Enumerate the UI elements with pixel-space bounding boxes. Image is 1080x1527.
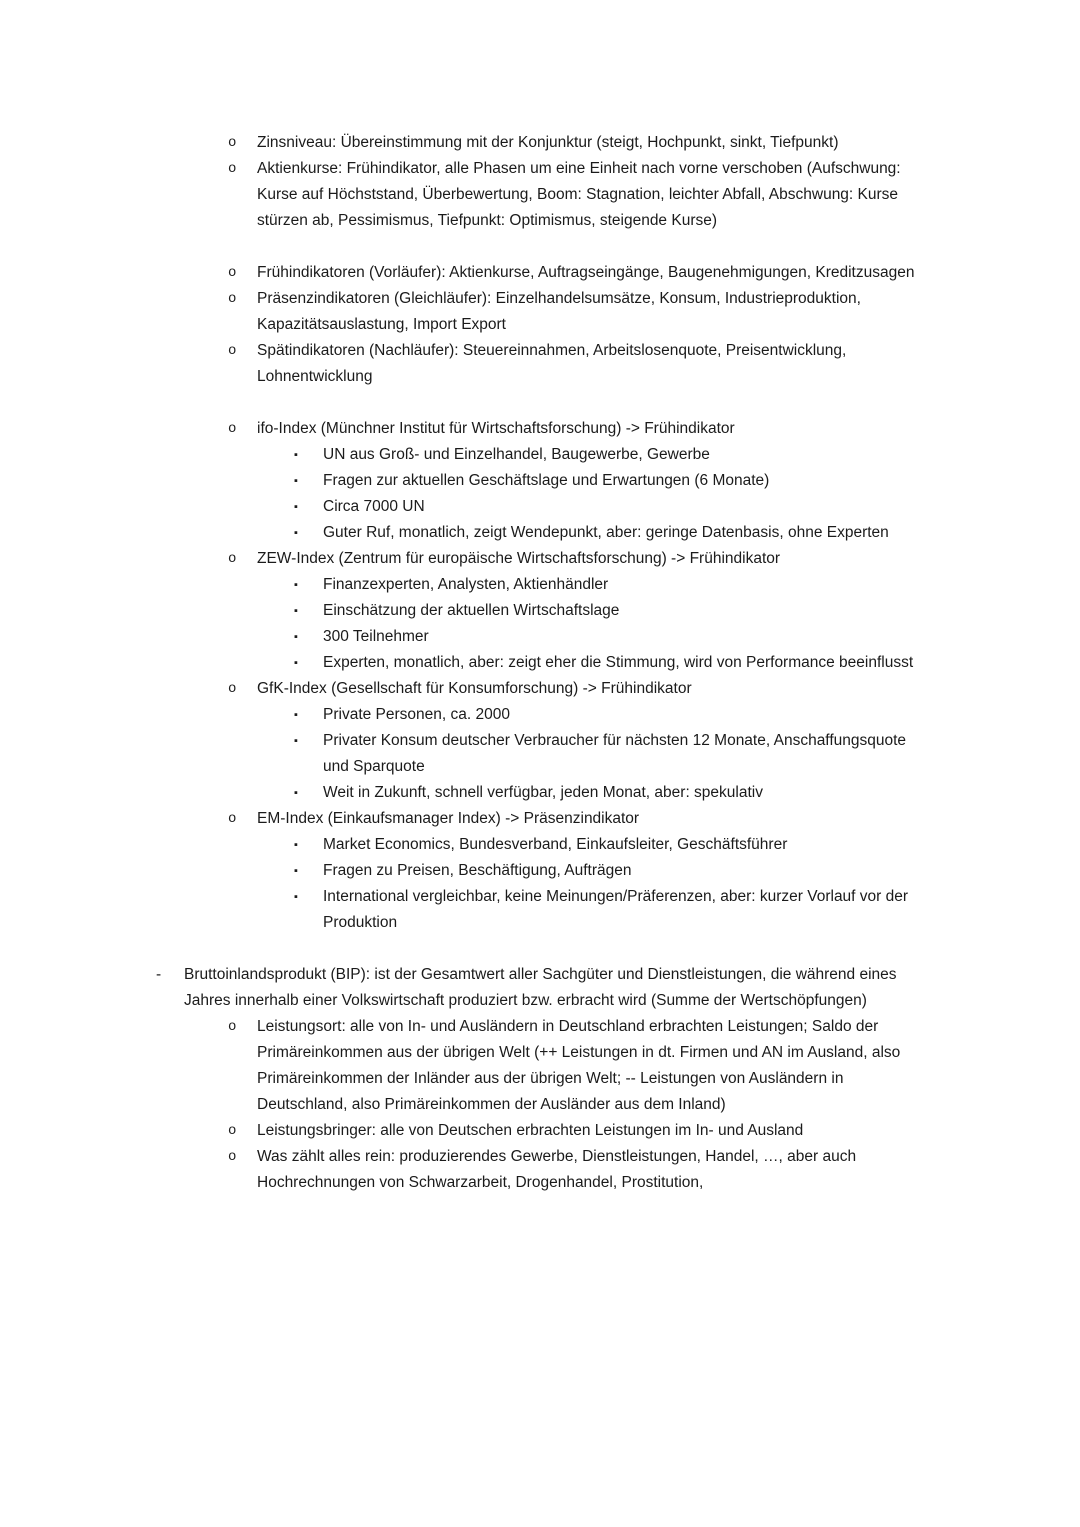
list-item-text: Aktienkurse: Frühindikator, alle Phasen um eine Einheit nach vorne verschoben (Aufschwung: Kurse auf Höchststand, Überbewertung, Boom: Stagnation, leichter Abfall, Abschwung: Kurse stürzen ab, Pessimismus, Tiefpunkt: Optimismus, steigende Kurse) xyxy=(257,160,901,229)
circle-bullet-marker: o xyxy=(228,551,237,567)
square-bullet-marker: ▪ xyxy=(294,475,298,487)
list-group xyxy=(0,416,1080,936)
list-item-text: Guter Ruf, monatlich, zeigt Wendepunkt, aber: geringe Datenbasis, ohne Experten xyxy=(323,524,889,541)
list-group xyxy=(0,962,1080,1196)
list-item xyxy=(0,260,1080,286)
circle-bullet-marker: o xyxy=(228,135,237,151)
circle-bullet-marker: o xyxy=(228,291,237,307)
list-item xyxy=(0,338,1080,390)
list-group xyxy=(0,260,1080,390)
dash-bullet-marker: - xyxy=(156,966,162,983)
list-item-text: Präsenzindikatoren (Gleichläufer): Einzelhandelsumsätze, Konsum, Industrieproduktion, Kapazitätsauslastung, Import Export xyxy=(257,290,861,333)
circle-bullet-marker: o xyxy=(228,421,237,437)
square-bullet-marker: ▪ xyxy=(294,605,298,617)
list-item xyxy=(0,676,1080,702)
list-item xyxy=(0,520,1080,546)
circle-bullet-marker: o xyxy=(228,343,237,359)
square-bullet-marker: ▪ xyxy=(294,449,298,461)
list-item-text: Fragen zu Preisen, Beschäftigung, Aufträgen xyxy=(323,862,632,879)
list-item-text: Einschätzung der aktuellen Wirtschaftslage xyxy=(323,602,620,619)
list-item xyxy=(0,1014,1080,1118)
list-item xyxy=(0,416,1080,442)
list-item xyxy=(0,468,1080,494)
list-item-text: Leistungsbringer: alle von Deutschen erbrachten Leistungen im In- und Ausland xyxy=(257,1122,804,1139)
list-item-text: GfK-Index (Gesellschaft für Konsumforschung) -> Frühindikator xyxy=(257,680,692,697)
list-item xyxy=(0,832,1080,858)
list-item-text: Privater Konsum deutscher Verbraucher für nächsten 12 Monate, Anschaffungsquote und Sparquote xyxy=(323,732,907,775)
list-item-text: ZEW-Index (Zentrum für europäische Wirtschaftsforschung) -> Frühindikator xyxy=(257,550,781,567)
square-bullet-marker: ▪ xyxy=(294,631,298,643)
list-item-text: Bruttoinlandsprodukt (BIP): ist der Gesamtwert aller Sachgüter und Dienstleistungen, die während eines Jahres innerhalb einer Volkswirtschaft produziert bzw. erbracht wird (Summe der Wertschöpfungen) xyxy=(184,966,897,1009)
list-item-text: EM-Index (Einkaufsmanager Index) -> Präsenzindikator xyxy=(257,810,640,827)
square-bullet-marker: ▪ xyxy=(294,891,298,903)
list-item-text: Was zählt alles rein: produzierendes Gewerbe, Dienstleistungen, Handel, …, aber auch Hochrechnungen von Schwarzarbeit, Drogenhandel, Prostitution, xyxy=(257,1148,857,1191)
list-item xyxy=(0,650,1080,676)
list-item-text: Finanzexperten, Analysten, Aktienhändler xyxy=(323,576,609,593)
list-item xyxy=(0,494,1080,520)
circle-bullet-marker: o xyxy=(228,1019,237,1035)
list-item xyxy=(0,1144,1080,1196)
list-item-text: ifo-Index (Münchner Institut für Wirtschaftsforschung) -> Frühindikator xyxy=(257,420,735,437)
square-bullet-marker: ▪ xyxy=(294,657,298,669)
list-item-text: Leistungsort: alle von In- und Ausländern in Deutschland erbrachten Leistungen; Saldo der Primäreinkommen aus der übrigen Welt (++ Leistungen in dt. Firmen und AN im Ausland, also Primäreinkommen der Inländer aus der übrigen Welt; -- Leistungen von Ausländern in Deutschland, also Primäreinkommen der Ausländer aus dem Inland) xyxy=(257,1018,901,1113)
list-item-text: Zinsniveau: Übereinstimmung mit der Konjunktur (steigt, Hochpunkt, sinkt, Tiefpunkt) xyxy=(257,134,839,151)
list-item xyxy=(0,780,1080,806)
list-item-text: Circa 7000 UN xyxy=(323,498,425,515)
square-bullet-marker: ▪ xyxy=(294,839,298,851)
list-item-text: UN aus Groß- und Einzelhandel, Baugewerbe, Gewerbe xyxy=(323,446,710,463)
list-item xyxy=(0,598,1080,624)
list-item xyxy=(0,884,1080,936)
list-item-text: Private Personen, ca. 2000 xyxy=(323,706,510,723)
circle-bullet-marker: o xyxy=(228,161,237,177)
list-item xyxy=(0,702,1080,728)
square-bullet-marker: ▪ xyxy=(294,787,298,799)
square-bullet-marker: ▪ xyxy=(294,501,298,513)
circle-bullet-marker: o xyxy=(228,1123,237,1139)
circle-bullet-marker: o xyxy=(228,265,237,281)
list-item xyxy=(0,962,1080,1014)
list-item-text: Fragen zur aktuellen Geschäftslage und Erwartungen (6 Monate) xyxy=(323,472,770,489)
list-item xyxy=(0,572,1080,598)
list-item-text: Weit in Zukunft, schnell verfügbar, jeden Monat, aber: spekulativ xyxy=(323,784,763,801)
square-bullet-marker: ▪ xyxy=(294,735,298,747)
list-item-text: International vergleichbar, keine Meinungen/Präferenzen, aber: kurzer Vorlauf vor der Produktion xyxy=(323,888,909,931)
square-bullet-marker: ▪ xyxy=(294,709,298,721)
list-item-text: 300 Teilnehmer xyxy=(323,628,429,645)
circle-bullet-marker: o xyxy=(228,1149,237,1165)
list-item xyxy=(0,858,1080,884)
list-item-text: Market Economics, Bundesverband, Einkaufsleiter, Geschäftsführer xyxy=(323,836,788,853)
square-bullet-marker: ▪ xyxy=(294,579,298,591)
document-content xyxy=(0,130,1080,1196)
list-item xyxy=(0,156,1080,234)
circle-bullet-marker: o xyxy=(228,681,237,697)
list-item xyxy=(0,624,1080,650)
list-group xyxy=(0,130,1080,234)
list-item xyxy=(0,806,1080,832)
list-item xyxy=(0,286,1080,338)
square-bullet-marker: ▪ xyxy=(294,865,298,877)
list-item xyxy=(0,728,1080,780)
list-item xyxy=(0,546,1080,572)
list-item xyxy=(0,442,1080,468)
list-item-text: Frühindikatoren (Vorläufer): Aktienkurse, Auftragseingänge, Baugenehmigungen, Kreditzusagen xyxy=(257,264,915,281)
list-item xyxy=(0,130,1080,156)
square-bullet-marker: ▪ xyxy=(294,527,298,539)
list-item-text: Spätindikatoren (Nachläufer): Steuereinnahmen, Arbeitslosenquote, Preisentwicklung, Lohnentwicklung xyxy=(257,342,847,385)
circle-bullet-marker: o xyxy=(228,811,237,827)
list-item-text: Experten, monatlich, aber: zeigt eher die Stimmung, wird von Performance beeinflusst xyxy=(323,654,914,671)
list-item xyxy=(0,1118,1080,1144)
